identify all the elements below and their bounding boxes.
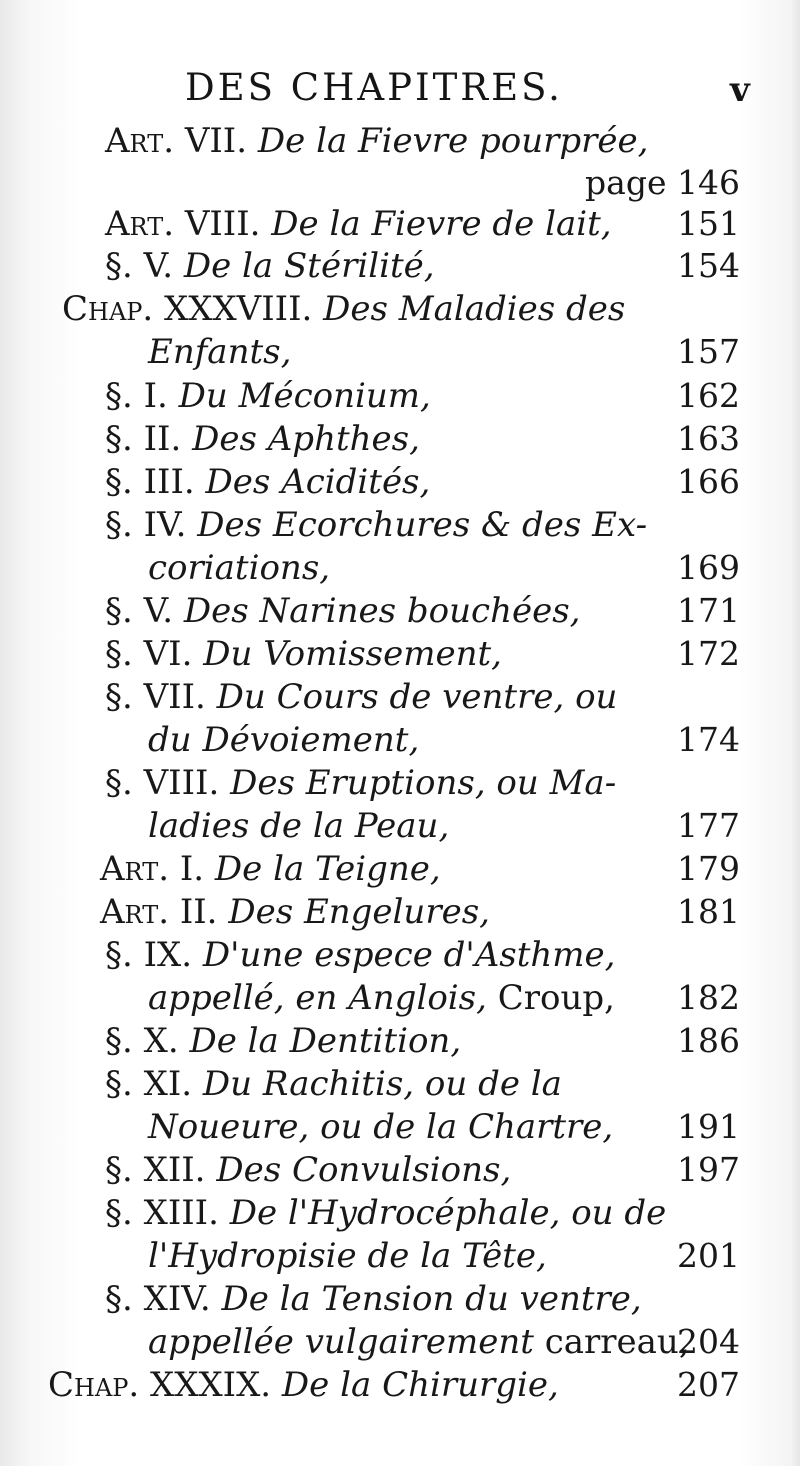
entry-title-continued: ladies de la Peau, [148,806,450,846]
entry-title: Des Convulsions, [216,1150,512,1190]
entry-title: Du Cours de ventre, ou [216,677,618,717]
toc-entry [105,375,431,417]
page-number-value: 162 [677,376,740,415]
page-number-value: 204 [677,1322,740,1361]
page-number-value: 151 [677,204,740,243]
page-number-value: 171 [677,591,740,630]
toc-entry-continuation [148,805,449,847]
entry-label: §. XIII. [105,1193,219,1233]
entry-title: Du Méconium, [178,376,431,416]
page-number [677,1106,740,1148]
page-number [677,719,740,761]
entry-title-roman: Croup, [497,978,615,1018]
entry-label: Chap. XXXVIII. [62,289,313,329]
entry-title: De l'Hydrocéphale, ou de [229,1193,667,1233]
page-number [677,1149,740,1191]
page-number [677,633,740,675]
toc-entry [100,891,490,933]
page-number-value: 181 [677,892,740,931]
toc-entry-continuation [148,331,291,373]
page-number-value: 174 [677,720,740,759]
page-number [677,461,740,503]
entry-label: §. IV. [105,505,187,545]
page-number [677,977,740,1019]
page-number-value: 146 [677,163,740,202]
entry-title-continued: du Dévoiement, [148,720,420,760]
page-number [677,891,740,933]
toc-entry [105,1149,511,1191]
entry-title: De la Fievre pourprée, [257,121,649,161]
toc-entry [105,120,648,162]
entry-label: §. V. [105,246,174,286]
entry-title-continued: appellé, en Anglois, [148,978,487,1018]
page-number-value: 179 [677,849,740,888]
page-number-value: 166 [677,462,740,501]
page-number [677,418,740,460]
entry-label: §. XII. [105,1150,206,1190]
entry-label: §. IX. [105,935,193,975]
page-number [677,1235,740,1277]
toc-entry [105,1063,562,1105]
toc-entry [105,245,435,287]
entry-title-continued: coriations, [148,548,331,588]
entry-title-continued: l'Hydropisie de la Tête, [148,1236,547,1276]
toc-entry [105,1192,666,1234]
toc-entry [105,1278,642,1320]
page-number [677,590,740,632]
entry-label: Art. II. [100,892,218,932]
entry-title: De la Stérilité, [183,246,435,286]
entry-label: Chap. XXXIX. [48,1365,272,1405]
page-number-value: 197 [677,1150,740,1189]
entry-label: §. X. [105,1021,179,1061]
entry-title: De la Dentition, [189,1021,462,1061]
entry-title: Des Engelures, [228,892,490,932]
toc-entry-continuation [148,547,330,589]
toc-entry-continuation [148,1235,547,1277]
page-number-value: 163 [677,419,740,458]
page-header: DES CHAPITRES. [185,66,563,109]
page-number-value: 186 [677,1021,740,1060]
page-word: page [585,163,667,202]
entry-title: Du Rachitis, ou de la [202,1064,562,1104]
entry-title-continued: Noueure, ou de la Chartre, [148,1107,614,1147]
entry-title: Des Maladies des [323,289,626,329]
page-number [677,203,740,245]
entry-title-continued: Enfants, [148,332,292,372]
page-number [677,375,740,417]
entry-label: §. II. [105,419,182,459]
entry-title-continued: appellée vulgairement [148,1322,534,1362]
entry-title: Des Aphthes, [192,419,420,459]
entry-title: Des Narines bouchées, [183,591,581,631]
entry-title: Des Eruptions, ou Ma- [230,763,617,803]
page-number [677,1321,740,1363]
toc-entry [105,203,612,245]
toc-entry [105,1020,461,1062]
entry-label: §. VII. [105,677,206,717]
page-number-value: 207 [677,1365,740,1404]
entry-title: De la Fievre de lait, [271,204,612,244]
page-number [677,1364,740,1406]
entry-label: Art. VIII. [105,204,261,244]
entry-title-roman: carreau, [544,1322,690,1362]
toc-entry-continuation [148,1106,613,1148]
entry-label: §. III. [105,462,195,502]
toc-entry-continuation [148,977,615,1019]
entry-title: D'une espece d'Asthme, [202,935,616,975]
page-number-value: 157 [677,332,740,371]
entry-title: Du Vomissement, [203,634,502,674]
entry-label: §. VIII. [105,763,220,803]
toc-entry-continuation [148,1321,690,1363]
toc-entry [105,633,502,675]
toc-entry [62,288,625,330]
page-number-value: 154 [677,246,740,285]
toc-entry [105,934,615,976]
toc-entry [105,418,420,460]
page-number [677,547,740,589]
entry-label: Art. I. [100,849,205,889]
folio-number: v [730,70,750,110]
entry-label: §. I. [105,376,168,416]
entry-label: §. XIV. [105,1279,211,1319]
toc-entry [105,590,581,632]
entry-title: De la Chirurgie, [281,1365,559,1405]
entry-label: §. V. [105,591,174,631]
page-number [677,848,740,890]
entry-title: De la Tension du ventre, [221,1279,642,1319]
entry-label: Art. VII. [105,121,248,161]
entry-title: De la Teigne, [214,849,441,889]
toc-entry [105,676,617,718]
page-number-value: 182 [677,978,740,1017]
page-number-value: 169 [677,548,740,587]
page-number-value: 201 [677,1236,740,1275]
toc-entry [105,461,430,503]
page-number [677,805,740,847]
toc-entry [48,1364,559,1406]
page-number-value: 191 [677,1107,740,1146]
page-number [677,331,740,373]
page-number-value: 177 [677,806,740,845]
entry-title: Des Acidités, [205,462,431,502]
entry-label: §. XI. [105,1064,193,1104]
page-number [677,245,740,287]
entry-label: §. VI. [105,634,193,674]
toc-entry [105,504,647,546]
entry-title: Des Ecorchures & des Ex- [197,505,648,545]
page-number-value: 172 [677,634,740,673]
toc-entry [105,762,616,804]
toc-entry-continuation [148,719,419,761]
toc-entry [100,848,441,890]
page-number [585,162,740,204]
page-number [677,1020,740,1062]
